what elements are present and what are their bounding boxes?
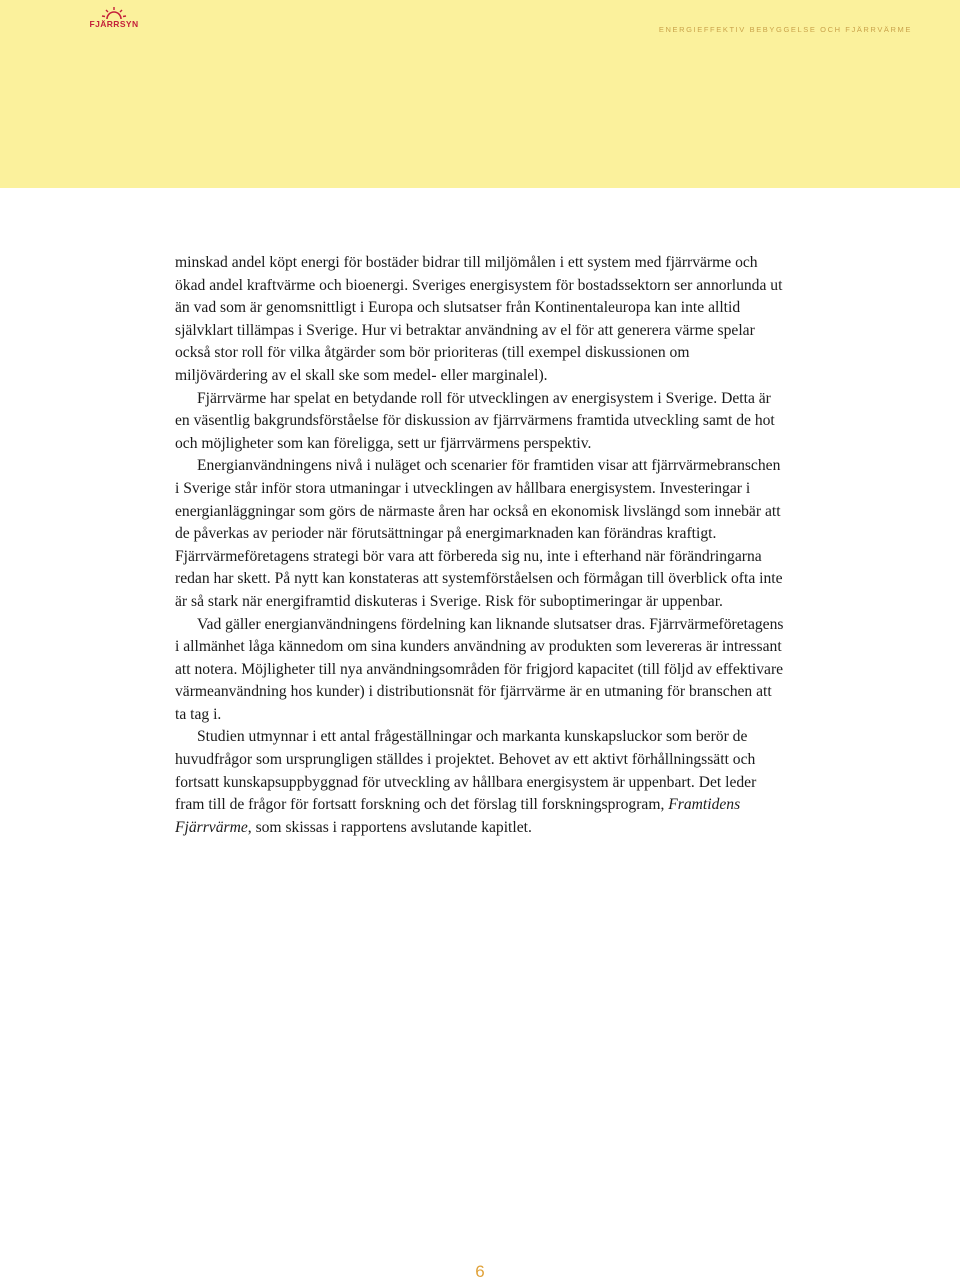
paragraph-5-text-end: , som skissas i rapportens avslutande kapitlet. xyxy=(247,818,532,836)
body-text xyxy=(175,252,785,839)
running-header-title: ENERGIEFFEKTIV BEBYGGELSE OCH FJÄRRVÄRME xyxy=(658,25,912,34)
paragraph-5-text-start: Studien utmynnar i ett antal frågeställningar och markanta kunskapsluckor som berör de huvudfrågor som ursprungligen ställdes i projektet. Behovet av ett aktivt förhållningssätt och fortsatt kunskapsuppbyggnad för utveckling av hållbara energisystem är uppenbart. Det leder fram till de frågor för fortsatt forskning och det förslag till forskningsprogram, xyxy=(175,728,757,814)
logo-text: FJÄRRSYN xyxy=(89,19,139,29)
fjarrsyn-logo xyxy=(88,6,140,32)
page-number: 6 xyxy=(475,1262,485,1281)
paragraph-5 xyxy=(175,726,785,839)
paragraph-2: Fjärrvärme har spelat en betydande roll för utvecklingen av energisystem i Sverige. Detta är en väsentlig bakgrundsförståelse för diskussion av fjärrvärmens framtida utveckling samt de hot och möjligheter som kan föreligga, sett ur fjärrvärmens perspektiv. xyxy=(175,389,775,452)
paragraph-1: minskad andel köpt energi för bostäder bidrar till miljömålen i ett system med fjärrvärme och ökad andel kraftvärme och bioenergi. Sveriges energisystem för bostadssektorn ser annorlunda ut än vad som är genomsnittligt i Europa och slutsatser från Kontinentaleuropa kan inte alltid självklart tillämpas i Sverige. Hur vi betraktar användning av el för att generera värme spelar också stor roll för vilka åtgärder som bör prioriteras (till exempel diskussionen om miljövärdering av el skall ske som medel- eller marginalel). xyxy=(175,254,783,384)
program-title: Framtidens Fjärrvärme xyxy=(175,796,741,836)
sun-icon xyxy=(100,6,128,20)
paragraph-4: Vad gäller energianvändningens fördelning kan liknande slutsatser dras. Fjärrvärmeföretagens i allmänhet låga kännedom om sina kunders användning av produkten som levereras är intressant att notera. Möjligheter till nya användningsområden för frigjord kapacitet (till följd av effektivare värmeanvändning hos kunder) i distributionsnät för fjärrvärme är en utmaning för branschen att ta tag i. xyxy=(175,615,784,723)
paragraph-3: Energianvändningens nivå i nuläget och scenarier för framtiden visar att fjärrvärmebranschen i Sverige står inför stora utmaningar i utvecklingen av hållbara energisystem. Investeringar i energianläggningar som görs de närmaste åren har också en ekonomisk livslängd som innebär att de påverkas av perioder när förutsättningar på energimarknaden kan förändras kraftigt. Fjärrvärmeföretagens strategi bör vara att förbereda sig nu, inte i efterhand när förändringarna redan har skett. På nytt kan konstateras att systemförståelsen och förmågan till överblick ofta inte är så stark när energiframtid diskuteras i Sverige. Risk för suboptimeringar är uppenbar. xyxy=(175,457,783,610)
header-band xyxy=(0,0,960,188)
